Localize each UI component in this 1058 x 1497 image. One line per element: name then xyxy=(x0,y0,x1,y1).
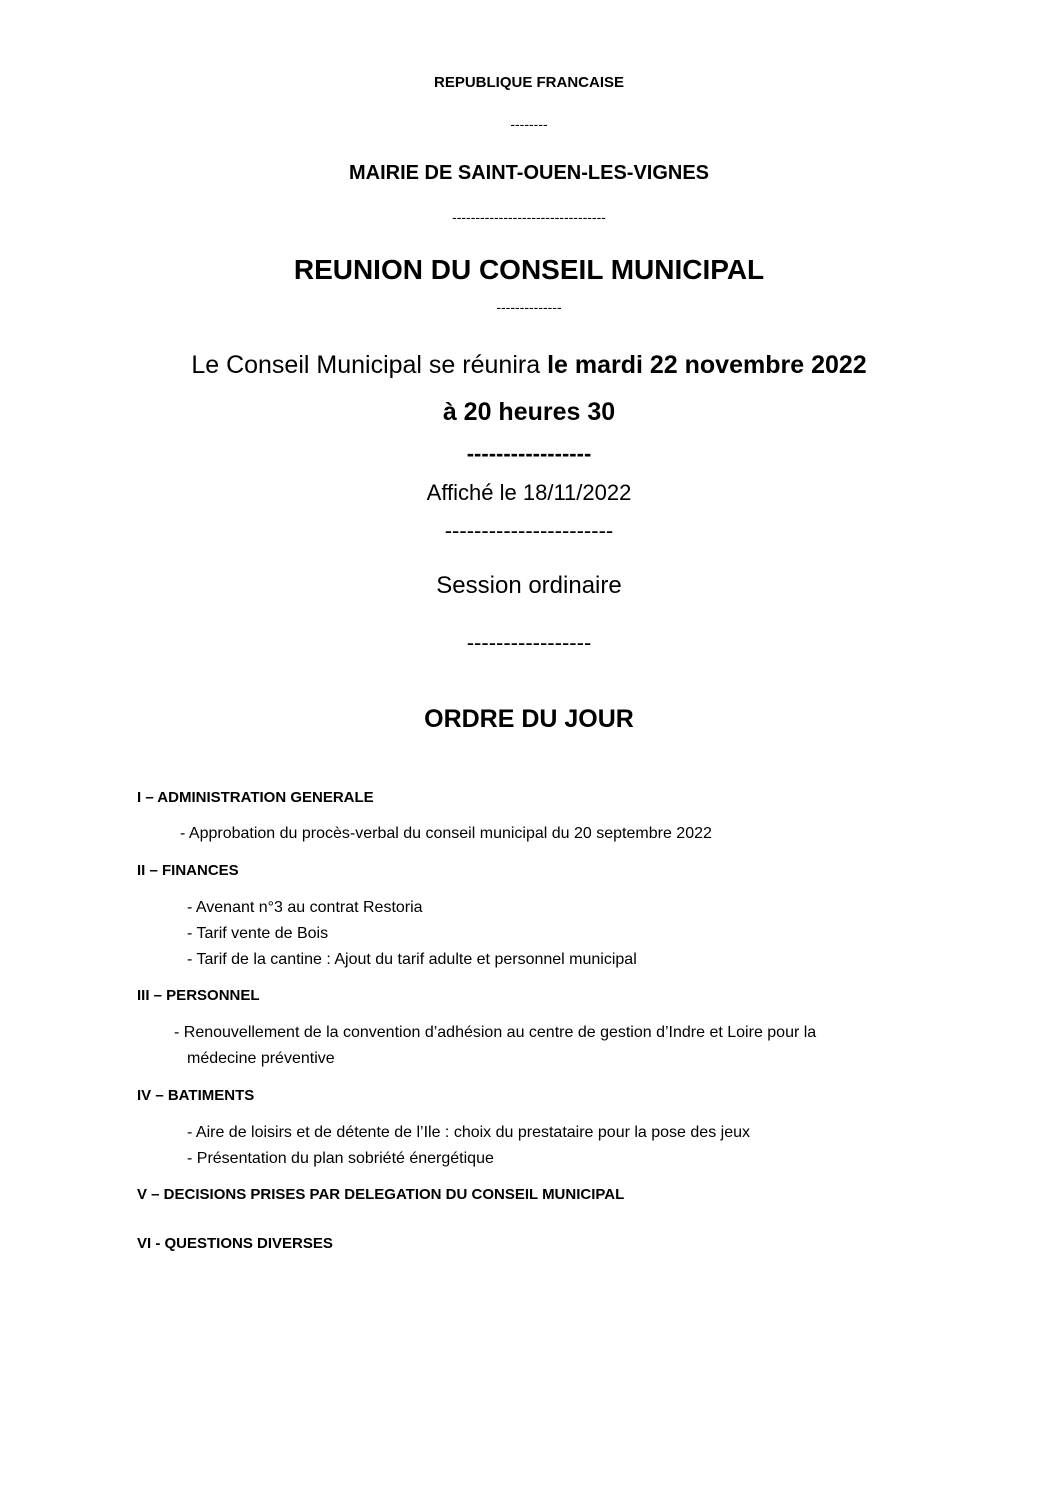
agenda-item: - Tarif de la cantine : Ajout du tarif adulte et personnel municipal xyxy=(187,951,637,968)
agenda-section-heading: II – FINANCES xyxy=(137,862,239,879)
agenda-section-heading: I – ADMINISTRATION GENERALE xyxy=(137,789,374,806)
session-type: Session ordinaire xyxy=(436,572,622,599)
posted-date: Affiché le 18/11/2022 xyxy=(426,480,632,505)
meeting-time: à 20 heures 30 xyxy=(442,398,616,426)
separator: --------------------------------- xyxy=(452,209,606,225)
page-title: REUNION DU CONSEIL MUNICIPAL xyxy=(293,254,765,285)
separator: ----------------- xyxy=(466,441,592,466)
separator: ----------------------- xyxy=(444,518,614,543)
republic-heading: REPUBLIQUE FRANCAISE xyxy=(433,74,624,91)
agenda-section-heading: III – PERSONNEL xyxy=(137,987,260,1004)
separator: ----------------- xyxy=(466,630,592,655)
agenda-item-continuation: médecine préventive xyxy=(187,1050,335,1067)
meeting-date-line xyxy=(0,353,1058,378)
agenda-section-heading: V – DECISIONS PRISES PAR DELEGATION DU CONSEIL MUNICIPAL xyxy=(137,1186,625,1203)
agenda-item: - Renouvellement de la convention d’adhésion au centre de gestion d’Indre et Loire pour la xyxy=(174,1024,817,1041)
mairie-heading: MAIRIE DE SAINT-OUEN-LES-VIGNES xyxy=(348,162,710,184)
agenda-section-heading: IV – BATIMENTS xyxy=(137,1087,255,1104)
separator: -------------- xyxy=(496,299,562,315)
separator: -------- xyxy=(510,116,548,132)
meeting-intro: Le Conseil Municipal se réunira xyxy=(191,351,548,379)
agenda-title: ORDRE DU JOUR xyxy=(424,705,634,733)
meeting-date: le mardi 22 novembre 2022 xyxy=(547,351,867,379)
agenda-section-heading: VI - QUESTIONS DIVERSES xyxy=(137,1235,333,1252)
agenda-item: - Tarif vente de Bois xyxy=(187,925,329,942)
agenda-item: - Avenant n°3 au contrat Restoria xyxy=(187,899,423,916)
agenda-item: - Aire de loisirs et de détente de l’Ile : choix du prestataire pour la pose des jeux xyxy=(187,1124,750,1141)
agenda-item: - Approbation du procès-verbal du conseil municipal du 20 septembre 2022 xyxy=(180,825,712,842)
agenda-item: - Présentation du plan sobriété énergétique xyxy=(187,1150,494,1167)
